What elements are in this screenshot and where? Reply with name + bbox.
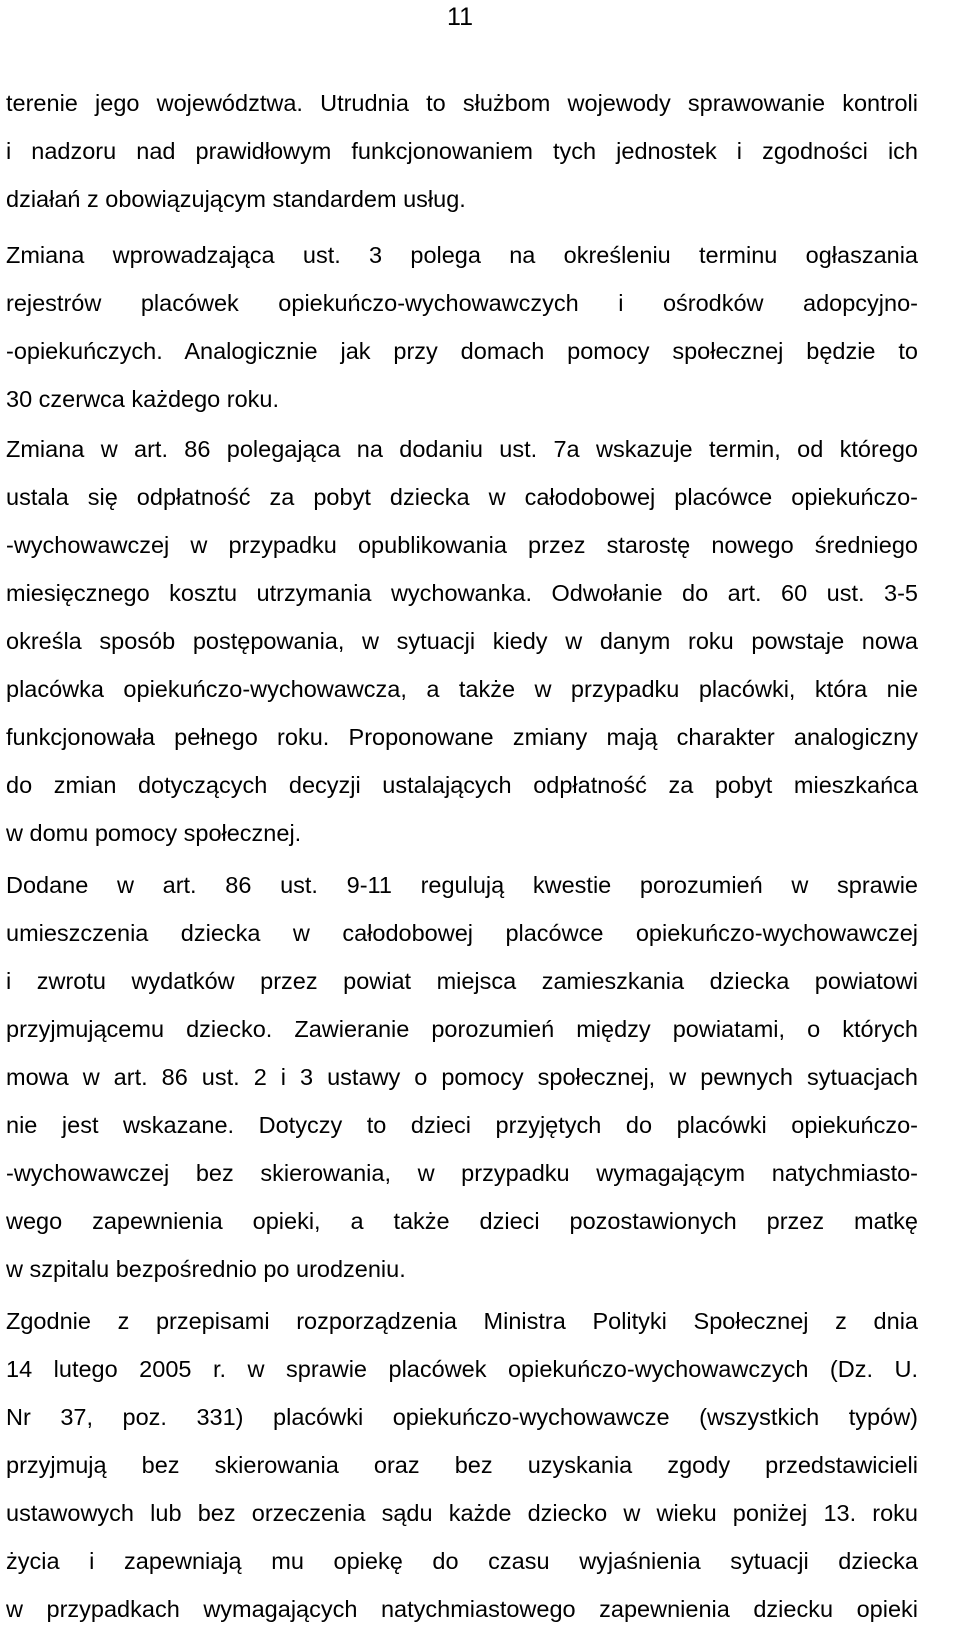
text-line: -wychowawczej bez skierowania, w przypadku wymagającym natychmiasto- bbox=[6, 1160, 918, 1186]
text-line: Zgodnie z przepisami rozporządzenia Ministra Polityki Społecznej z dnia bbox=[6, 1308, 918, 1334]
text-line: do zmian dotyczących decyzji ustalających odpłatność za pobyt mieszkańca bbox=[6, 772, 918, 798]
text-line: -opiekuńczych. Analogicznie jak przy domach pomocy społecznej będzie to bbox=[6, 338, 918, 364]
text-line: przyjmują bez skierowania oraz bez uzyskania zgody przedstawicieli bbox=[6, 1452, 918, 1478]
text-line: nie jest wskazane. Dotyczy to dzieci przyjętych do placówki opiekuńczo- bbox=[6, 1112, 918, 1138]
text-line: 30 czerwca każdego roku. bbox=[6, 386, 280, 412]
text-line: -wychowawczej w przypadku opublikowania przez starostę nowego średniego bbox=[6, 532, 918, 558]
text-line: wego zapewnienia opieki, a także dzieci pozostawionych przez matkę bbox=[6, 1208, 918, 1234]
text-line: umieszczenia dziecka w całodobowej placówce opiekuńczo-wychowawczej bbox=[6, 920, 918, 946]
text-line: miesięcznego kosztu utrzymania wychowanka. Odwołanie do art. 60 ust. 3-5 bbox=[6, 580, 918, 606]
text-line: 14 lutego 2005 r. w sprawie placówek opiekuńczo-wychowawczych (Dz. U. bbox=[6, 1356, 918, 1382]
text-line: w przypadkach wymagających natychmiastowego zapewnienia dziecku opieki bbox=[6, 1596, 918, 1622]
text-line: w domu pomocy społecznej. bbox=[6, 820, 302, 846]
text-line: funkcjonowała pełnego roku. Proponowane zmiany mają charakter analogiczny bbox=[6, 724, 918, 750]
page-number: 11 bbox=[447, 3, 473, 31]
text-line: życia i zapewniają mu opiekę do czasu wyjaśnienia sytuacji dziecka bbox=[6, 1548, 918, 1574]
text-line: i zwrotu wydatków przez powiat miejsca zamieszkania dziecka powiatowi bbox=[6, 968, 918, 994]
text-line: terenie jego województwa. Utrudnia to służbom wojewody sprawowanie kontroli bbox=[6, 90, 918, 116]
text-line: i nadzoru nad prawidłowym funkcjonowaniem tych jednostek i zgodności ich bbox=[6, 138, 918, 164]
text-line: Nr 37, poz. 331) placówki opiekuńczo-wychowawcze (wszystkich typów) bbox=[6, 1404, 918, 1430]
text-line: rejestrów placówek opiekuńczo-wychowawczych i ośrodków adopcyjno- bbox=[6, 290, 918, 316]
text-line: działań z obowiązującym standardem usług. bbox=[6, 186, 466, 212]
text-line: przyjmującemu dziecko. Zawieranie porozumień między powiatami, o których bbox=[6, 1016, 918, 1042]
text-line: ustawowych lub bez orzeczenia sądu każde dziecko w wieku poniżej 13. roku bbox=[6, 1500, 918, 1526]
text-line: Dodane w art. 86 ust. 9-11 regulują kwestie porozumień w sprawie bbox=[6, 872, 918, 898]
text-line: placówka opiekuńczo-wychowawcza, a także w przypadku placówki, która nie bbox=[6, 676, 918, 702]
text-line: Zmiana wprowadzająca ust. 3 polega na określeniu terminu ogłaszania bbox=[6, 242, 918, 268]
text-line: Zmiana w art. 86 polegająca na dodaniu ust. 7a wskazuje termin, od którego bbox=[6, 436, 918, 462]
text-line: określa sposób postępowania, w sytuacji kiedy w danym roku powstaje nowa bbox=[6, 628, 918, 654]
text-line: ustala się odpłatność za pobyt dziecka w całodobowej placówce opiekuńczo- bbox=[6, 484, 918, 510]
text-line: w szpitalu bezpośrednio po urodzeniu. bbox=[6, 1256, 406, 1282]
text-line: mowa w art. 86 ust. 2 i 3 ustawy o pomocy społecznej, w pewnych sytuacjach bbox=[6, 1064, 918, 1090]
